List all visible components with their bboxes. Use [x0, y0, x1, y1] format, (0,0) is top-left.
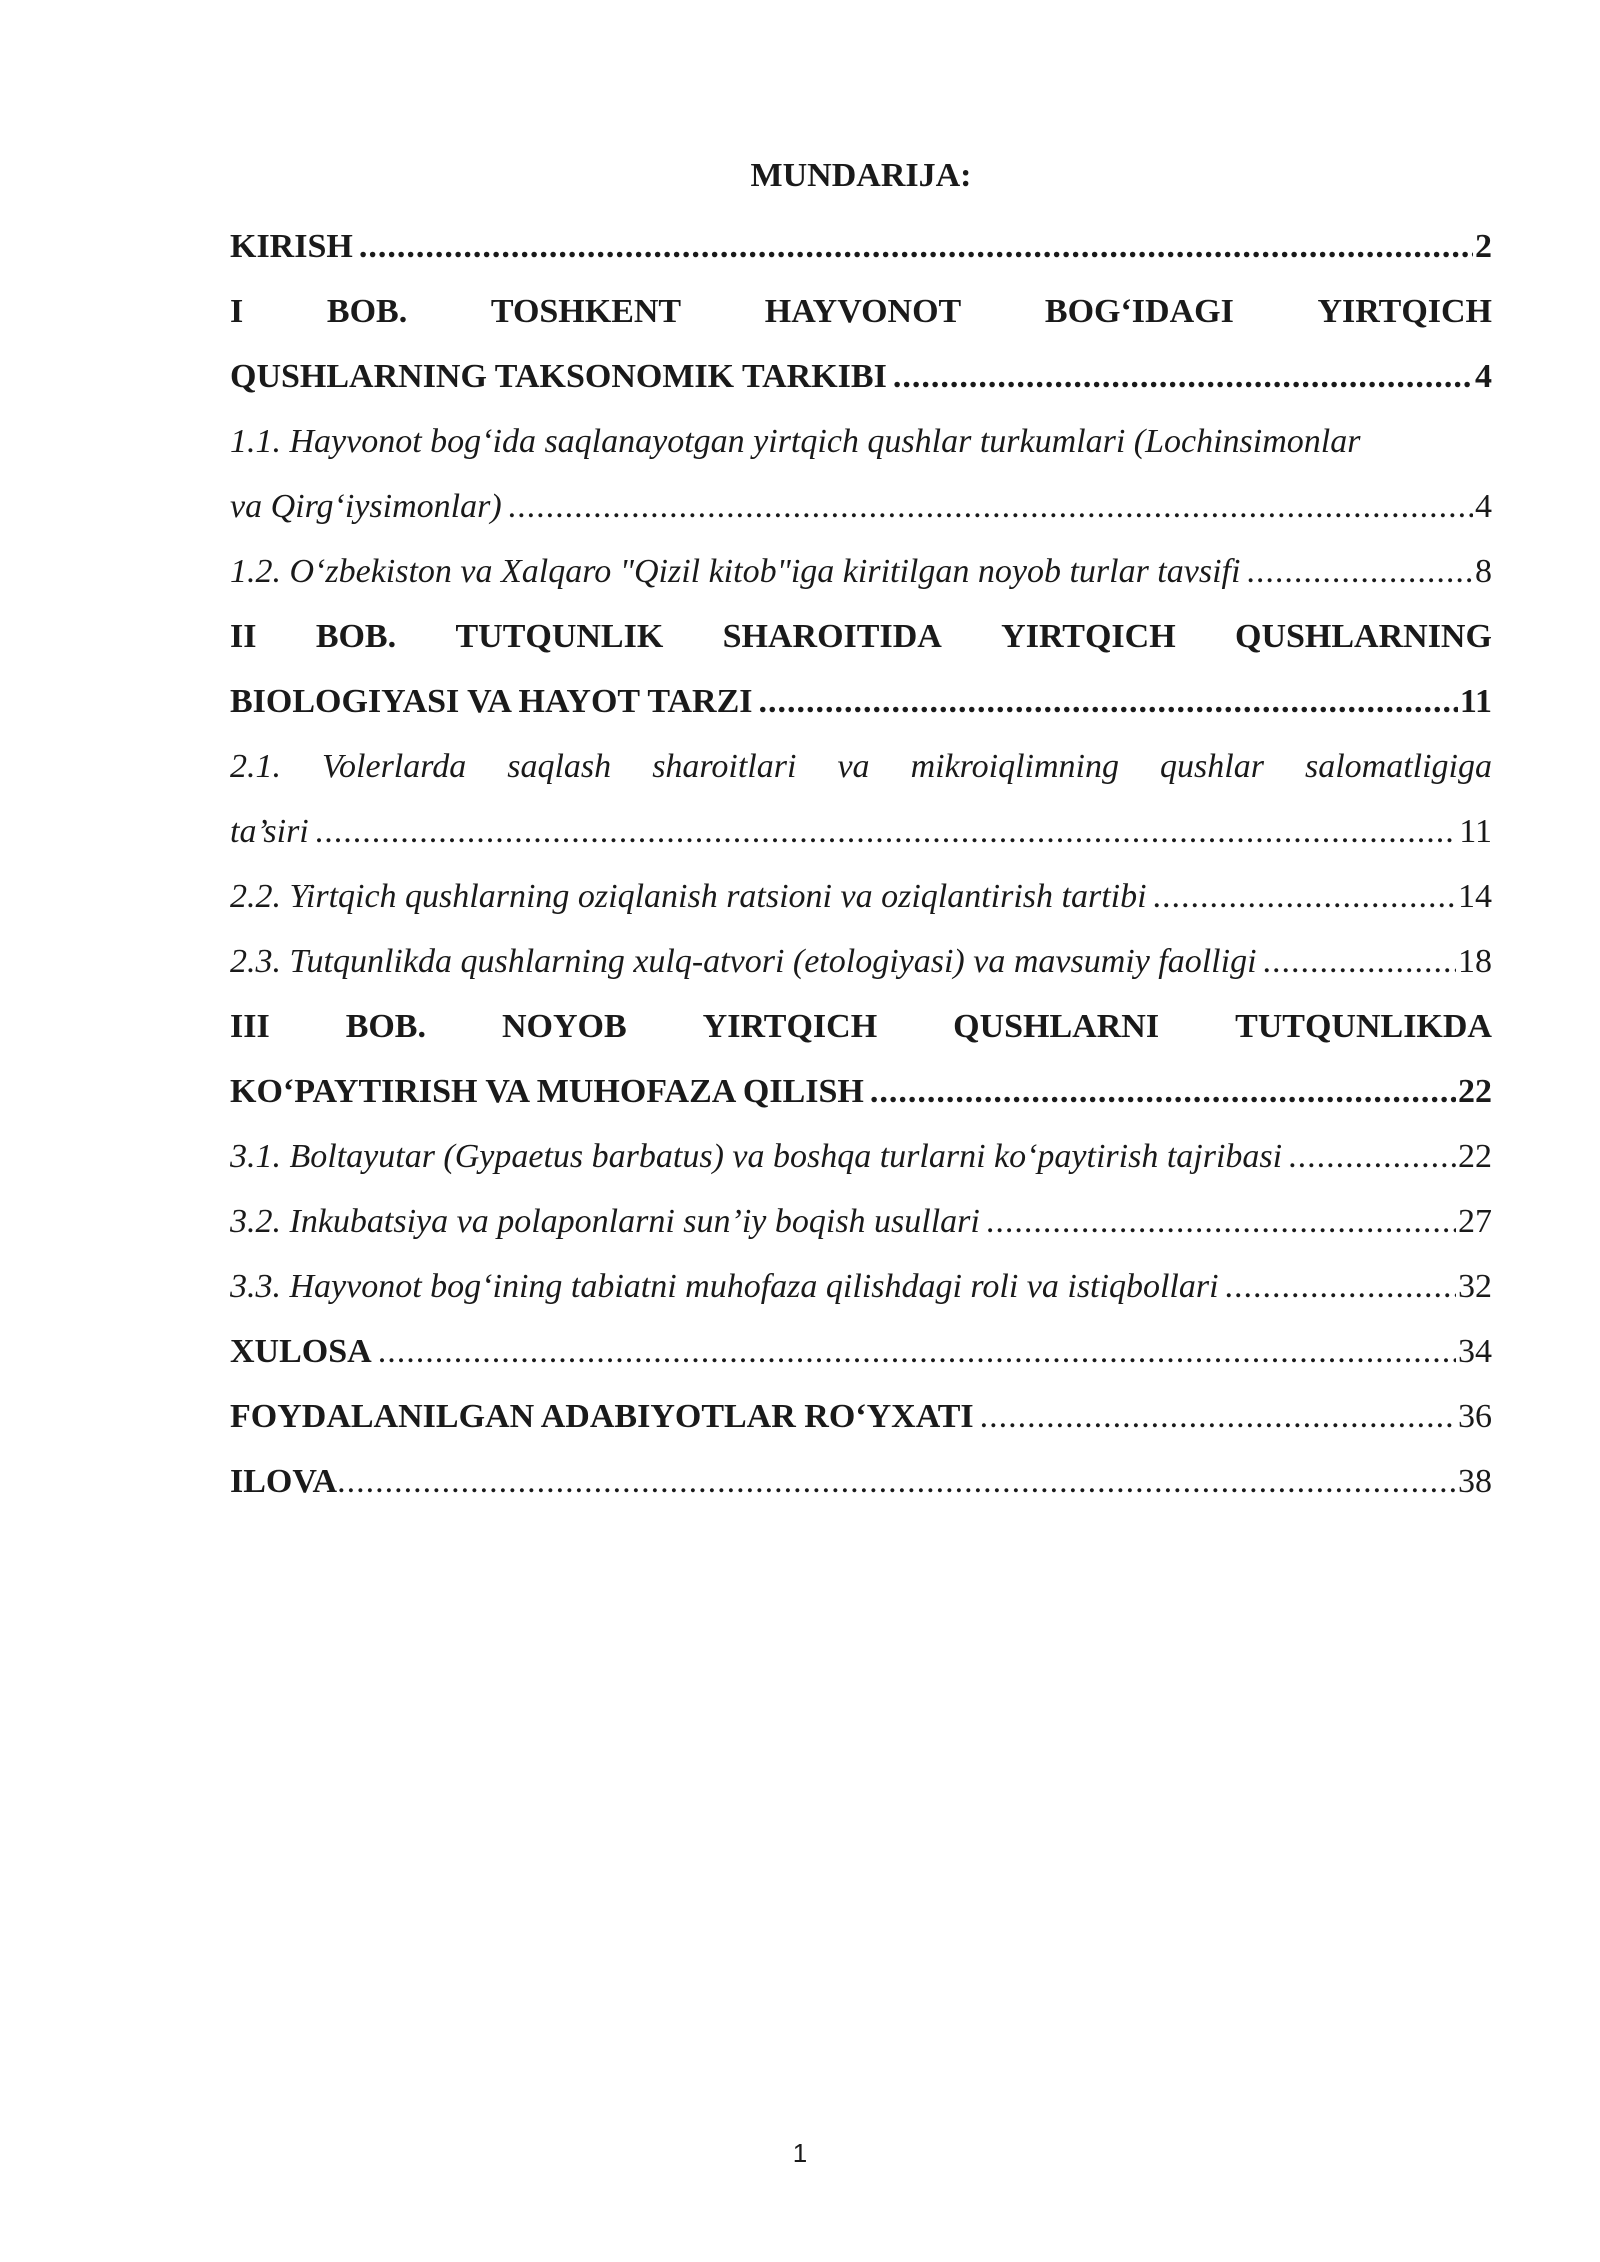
word: HAYVONOT	[764, 293, 962, 330]
toc-entry-section-3-1[interactable]	[230, 1124, 1492, 1189]
toc-entry-label: 1.1. Hayvonot bog‘ida saqlanayotgan yirtqich qushlar turkumlari (Lochinsimonlar	[230, 423, 1361, 460]
toc-page-number: 4	[1475, 488, 1492, 525]
toc-page-number: 22	[1458, 1073, 1492, 1110]
toc-page-number: 4	[1475, 358, 1492, 395]
toc-entry-section-3-3[interactable]	[230, 1254, 1492, 1319]
toc-entry-label: 3.3. Hayvonot bog‘ining tabiatni muhofaza qilishdagi roli va istiqbollari	[230, 1268, 1219, 1305]
toc-entry-label: 3.1. Boltayutar (Gypaetus barbatus) va boshqa turlarni ko‘paytirish tajribasi	[230, 1138, 1283, 1175]
dot-leader	[315, 799, 1458, 864]
dot-leader	[986, 1189, 1456, 1254]
toc-entry-chapter-3-line-1[interactable]	[230, 994, 1492, 1059]
toc-entry-label: 2.2. Yirtqich qushlarning oziqlanish ratsioni va oziqlantirish tartibi	[230, 878, 1147, 915]
toc-entry-label: 3.2. Inkubatsiya va polaponlarni sun’iy boqish usullari	[230, 1203, 980, 1240]
dot-leader	[378, 1319, 1456, 1384]
word: TUTQUNLIKDA	[1235, 1008, 1492, 1045]
dot-leader	[893, 344, 1473, 409]
toc-entry-chapter-2-line-1[interactable]	[230, 604, 1492, 669]
toc-entry-section-3-2[interactable]	[230, 1189, 1492, 1254]
toc-entry-section-2-2[interactable]	[230, 864, 1492, 929]
toc-entry-label: KIRISH	[230, 228, 353, 265]
word: NOYOB	[501, 1008, 627, 1045]
toc-page-number: 34	[1458, 1333, 1492, 1370]
toc-entry-label: FOYDALANILGAN ADABIYOTLAR RO‘YXATI	[230, 1398, 974, 1435]
toc-page-number: 11	[1459, 813, 1492, 850]
toc-entry-xulosa[interactable]	[230, 1319, 1492, 1384]
toc-entry-label: XULOSA	[230, 1333, 372, 1370]
word: QUSHLARNING	[1235, 618, 1492, 655]
word: Volerlarda	[322, 748, 467, 785]
toc-page-number: 8	[1475, 553, 1492, 590]
toc-page-number: 32	[1458, 1268, 1492, 1305]
word: BOB.	[315, 618, 397, 655]
toc-page-number: 2	[1475, 228, 1492, 265]
word: va	[837, 748, 870, 785]
toc-title: MUNDARIJA:	[750, 157, 972, 194]
toc-page-number: 18	[1458, 943, 1492, 980]
word: YIRTQICH	[1001, 618, 1176, 655]
dot-leader	[1288, 1124, 1456, 1189]
word: mikroiqlimning	[910, 748, 1119, 785]
toc-entry-section-2-3[interactable]	[230, 929, 1492, 994]
dot-leader	[870, 1059, 1456, 1124]
dot-leader	[337, 1449, 1456, 1514]
toc-entry-section-1-1-line-1[interactable]	[230, 409, 1492, 474]
toc-page-number: 14	[1458, 878, 1492, 915]
dot-leader	[1153, 864, 1456, 929]
toc-page-number: 36	[1458, 1398, 1492, 1435]
word: sharoitlari	[652, 748, 797, 785]
word: YIRTQICH	[1317, 293, 1492, 330]
word: TOSHKENT	[490, 293, 682, 330]
toc-entry-chapter-1-line-1[interactable]	[230, 279, 1492, 344]
toc-entry-section-2-1-line-2[interactable]	[230, 799, 1492, 864]
toc-entry-label: QUSHLARNING TAKSONOMIK TARKIBI	[230, 358, 887, 395]
toc-entry-ilova[interactable]	[230, 1449, 1492, 1514]
table-of-contents	[230, 150, 1492, 1514]
dot-leader	[1263, 929, 1456, 994]
toc-entry-section-1-1-line-2[interactable]	[230, 474, 1492, 539]
word: II	[230, 618, 257, 655]
word: salomatligiga	[1304, 748, 1492, 785]
toc-entry-label: ILOVA	[230, 1463, 338, 1500]
toc-entry-label: KO‘PAYTIRISH VA MUHOFAZA QILISH	[230, 1073, 864, 1110]
page-number: 1	[792, 2138, 808, 2168]
toc-page-number: 22	[1458, 1138, 1492, 1175]
word: YIRTQICH	[702, 1008, 878, 1045]
toc-entry-kirish[interactable]	[230, 214, 1492, 279]
word: I	[230, 293, 244, 330]
word: BOB.	[326, 293, 408, 330]
word: qushlar	[1160, 748, 1264, 785]
word: saqlash	[507, 748, 612, 785]
toc-page-number: 38	[1458, 1463, 1492, 1500]
word: BOB.	[345, 1008, 426, 1045]
dot-leader	[980, 1384, 1456, 1449]
toc-entry-chapter-2-line-2[interactable]	[230, 669, 1492, 734]
dot-leader	[359, 214, 1473, 279]
word: SHAROITIDA	[722, 618, 942, 655]
toc-entry-label: BIOLOGIYASI VA HAYOT TARZI	[230, 683, 753, 720]
dot-leader	[508, 474, 1473, 539]
toc-entry-label: ta’siri	[230, 813, 309, 850]
word: III	[230, 1008, 270, 1045]
toc-entry-label: va Qirg‘iysimonlar)	[230, 488, 502, 525]
toc-entry-section-1-2[interactable]	[230, 539, 1492, 604]
toc-entry-chapter-3-line-2[interactable]	[230, 1059, 1492, 1124]
word: QUSHLARNI	[953, 1008, 1160, 1045]
word: 2.1.	[230, 748, 281, 785]
word: BOG‘IDAGI	[1044, 293, 1234, 330]
toc-entry-references[interactable]	[230, 1384, 1492, 1449]
toc-entry-label: 2.3. Tutqunlikda qushlarning xulq-atvori (etologiyasi) va mavsumiy faolligi	[230, 943, 1257, 980]
word: TUTQUNLIK	[455, 618, 664, 655]
dot-leader	[1246, 539, 1473, 604]
toc-entry-label: 1.2. O‘zbekiston va Xalqaro "Qizil kitob"iga kiritilgan noyob turlar tavsifi	[230, 553, 1241, 590]
toc-entry-section-2-1-line-1[interactable]	[230, 734, 1492, 799]
toc-page-number: 27	[1458, 1203, 1492, 1240]
dot-leader	[1225, 1254, 1456, 1319]
toc-entry-chapter-1-line-2[interactable]	[230, 344, 1492, 409]
toc-page-number: 11	[1459, 683, 1492, 720]
dot-leader	[759, 669, 1458, 734]
